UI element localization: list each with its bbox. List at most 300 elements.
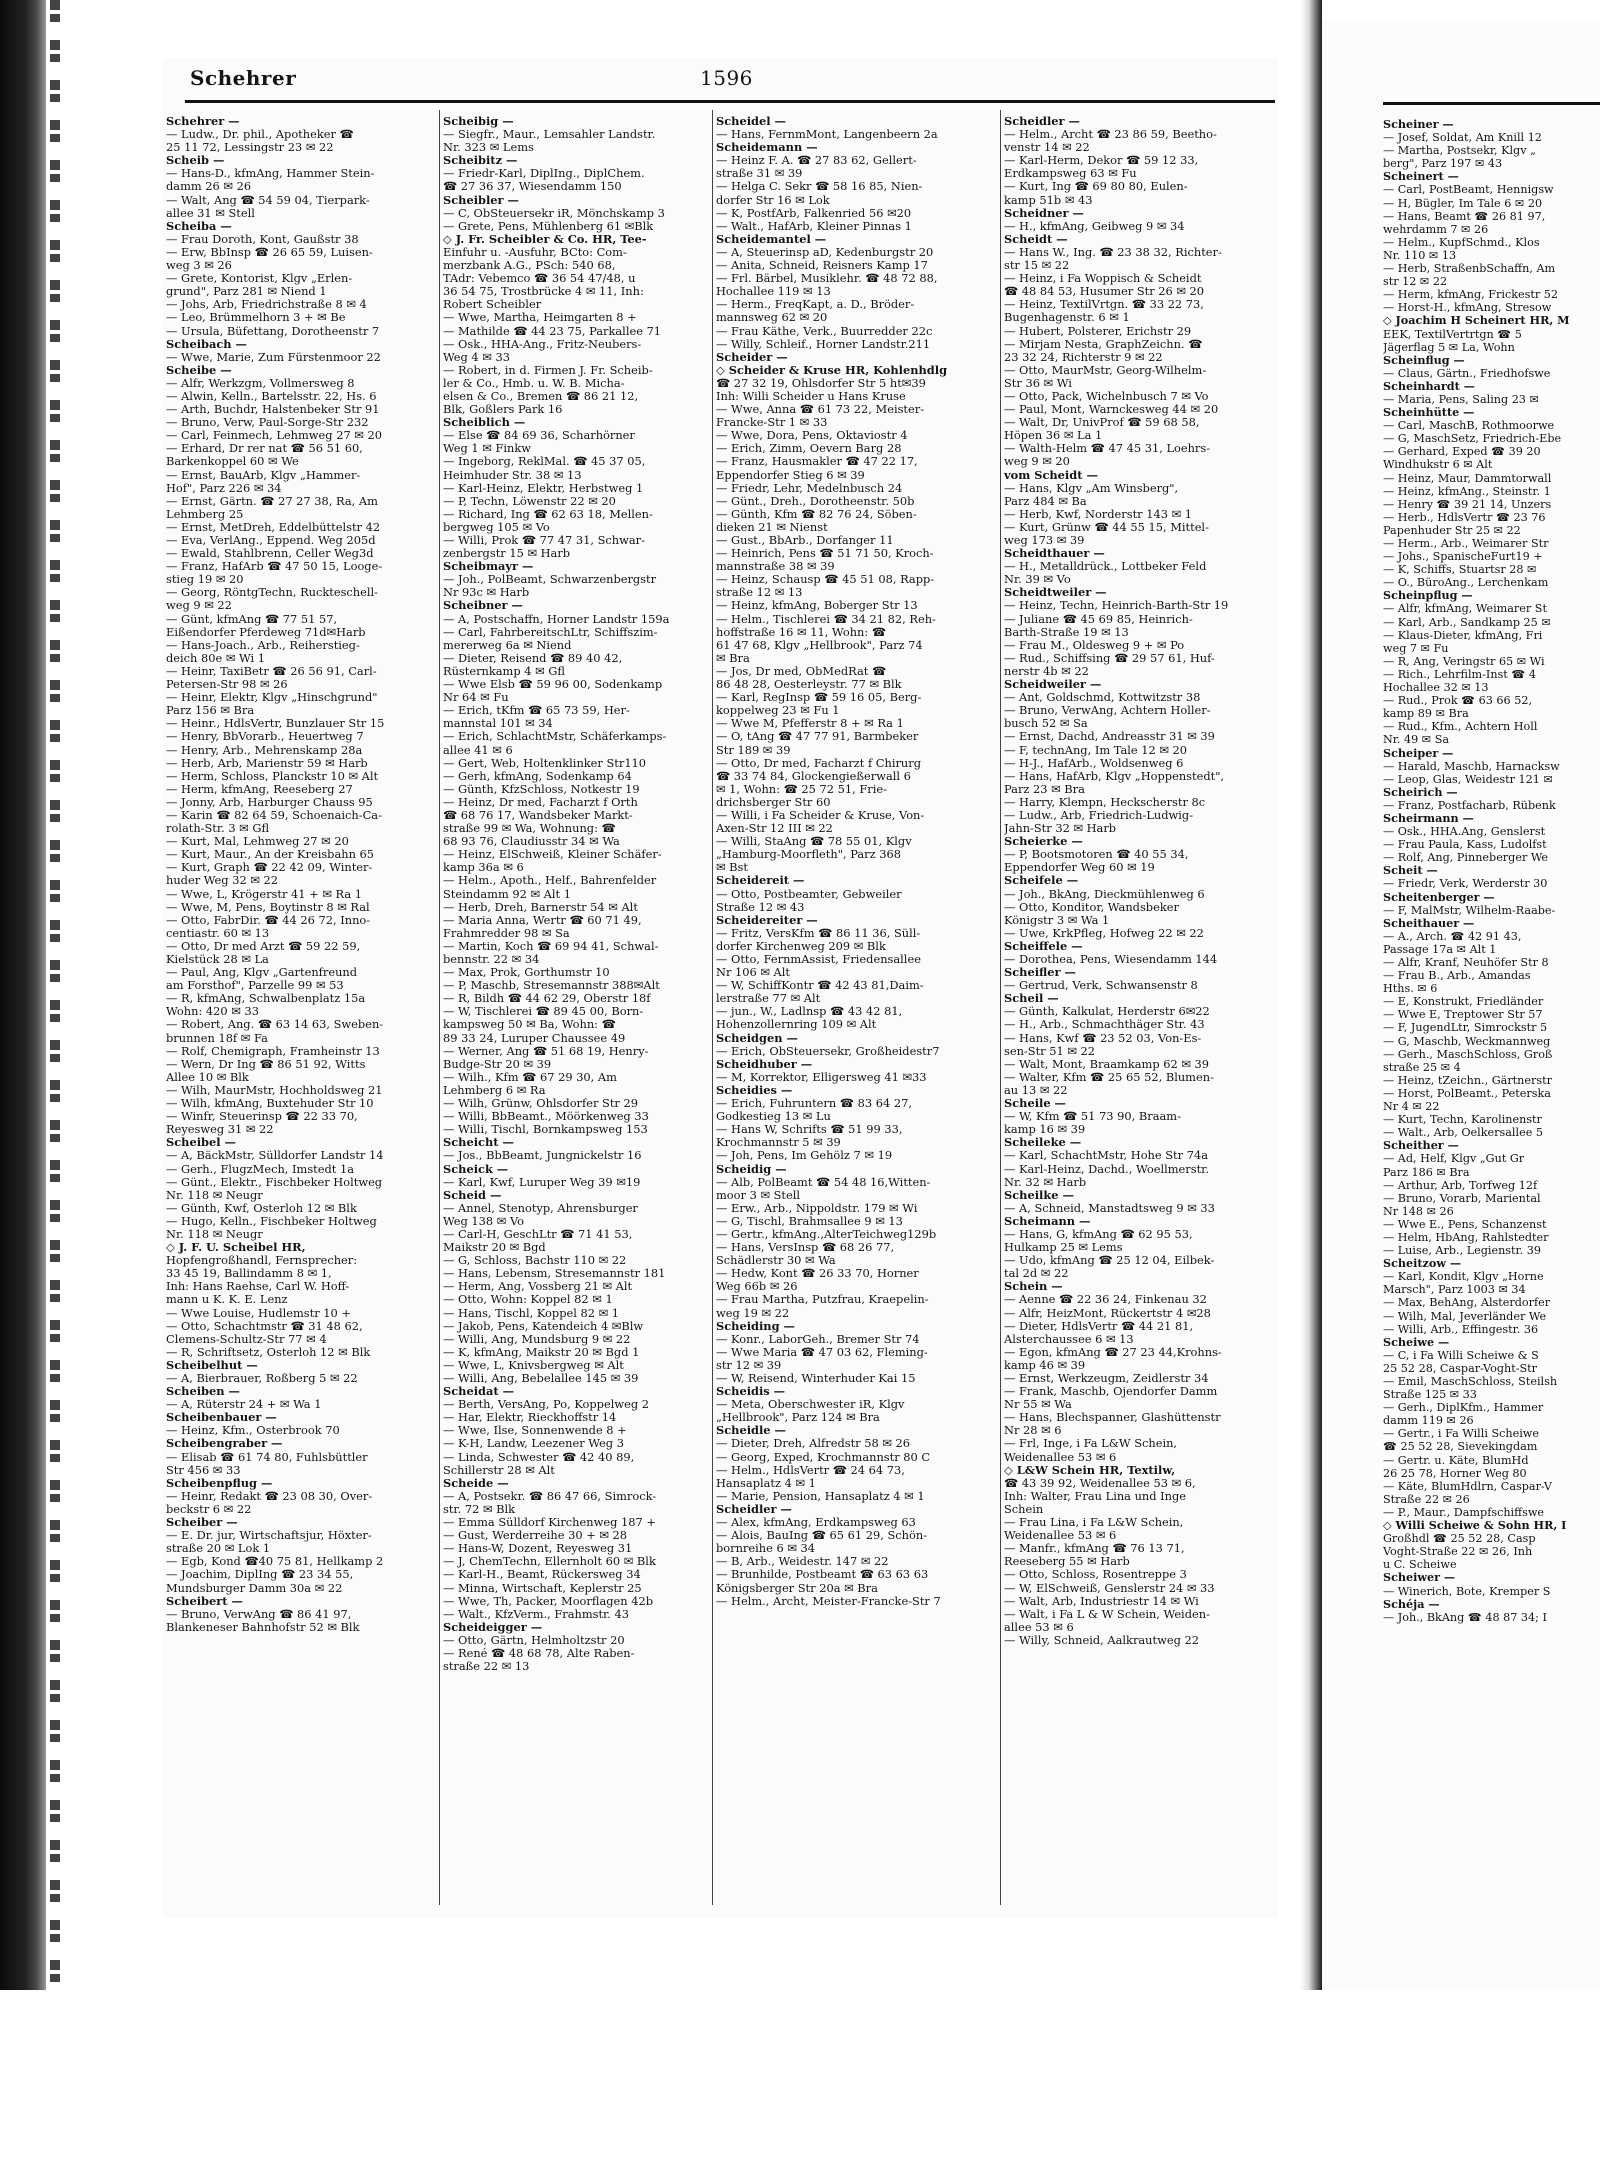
directory-entry-line: — M, Korrektor, Elligersweg 41 ✉33: [716, 1070, 927, 1084]
surname-heading: Scheib —: [166, 154, 225, 168]
directory-entry-line: — Otto, Schachtmstr ☎ 31 48 62,: [166, 1319, 363, 1333]
surname-heading: Scheithauer —: [1383, 916, 1475, 930]
directory-entry-line: — Gerh., FlugzMech, Imstedt 1a: [166, 1162, 355, 1176]
surname-heading: Scheiffele —: [1004, 939, 1083, 953]
directory-entry-line: — Otto, Postbeamter, Gebweiler: [716, 887, 902, 901]
directory-entry-line: — Hans, Lebensm, Stresemannstr 181: [443, 1267, 666, 1281]
directory-entry-line: centiastr. 60 ✉ 13: [166, 926, 270, 940]
surname-heading: Scheibenbauer —: [166, 1411, 277, 1425]
directory-entry-line: — Georg, RöntgTechn, Ruckteschell-: [166, 586, 379, 600]
directory-entry-line: 26 25 78, Horner Weg 80: [1383, 1466, 1527, 1480]
surname-heading: Scheidle —: [716, 1424, 786, 1438]
directory-entry-line: — Karl, RegInsp ☎ 59 16 05, Berg-: [716, 691, 922, 705]
directory-entry-line: — Maria Anna, Wertr ☎ 60 71 49,: [443, 913, 642, 927]
directory-entry-line: „Hamburg-Moorfleth", Parz 368: [716, 848, 901, 862]
surname-heading: Scheiwe —: [1383, 1335, 1450, 1349]
directory-entry-line: — Helga C. Sekr ☎ 58 16 85, Nien-: [716, 180, 923, 194]
directory-entry-line: — Heinr, Redakt ☎ 23 08 30, Over-: [166, 1489, 373, 1503]
directory-entry-line: — Fritz, VersKfm ☎ 86 11 36, Süll-: [716, 926, 921, 940]
surname-heading: Scheinflug —: [1383, 353, 1465, 367]
directory-entry-line: — Käte, BlumHdlrn, Caspar-V: [1383, 1479, 1552, 1493]
directory-entry-line: — Horst-H., kfmAng, Stresow: [1383, 301, 1552, 315]
directory-entry-line: — R, Ang, Veringstr 65 ✉ Wi: [1383, 654, 1545, 668]
directory-entry-line: kamp 51b ✉ 43: [1004, 193, 1093, 207]
directory-entry-line: — Wwe, Marie, Zum Fürstenmoor 22: [166, 350, 381, 364]
directory-entry-line: — Aenne ☎ 22 36 24, Finkenau 32: [1004, 1293, 1207, 1307]
directory-entry-line: — Joh, Pens, Im Gehölz 7 ✉ 19: [716, 1149, 893, 1163]
directory-entry-line: — Alb, PolBeamt ☎ 54 48 16,Witten-: [716, 1175, 931, 1189]
directory-entry-line: — Hans, FernmMont, Langenbeern 2a: [716, 128, 938, 142]
directory-entry-line: Erdkampsweg 63 ✉ Fu: [1004, 167, 1137, 181]
directory-entry-line: — Joachim, DiplIng ☎ 23 34 55,: [166, 1568, 354, 1582]
directory-entry-line: zenbergstr 15 ✉ Harb: [443, 547, 571, 561]
directory-entry-line: — K-H, Landw, Leezener Weg 3: [443, 1437, 624, 1451]
directory-entry-line: — Gerh., MaschSchloss, Groß: [1383, 1047, 1553, 1061]
directory-entry-line: — Wilh., Kfm ☎ 67 29 30, Am: [443, 1070, 617, 1084]
directory-entry-line: — F, technAng, Im Tale 12 ✉ 20: [1004, 743, 1188, 757]
directory-entry-line: weg 9 ✉ 20: [1004, 455, 1070, 469]
directory-entry-line: mannstal 101 ✉ 34: [443, 717, 553, 731]
directory-entry-line: Nr. 118 ✉ Neugr: [166, 1188, 263, 1202]
directory-entry-line: — Herm, Schloss, Planckstr 10 ✉ Alt: [166, 769, 379, 783]
directory-entry-line: — Wwe M, Pfefferstr 8 + ✉ Ra 1: [716, 717, 904, 731]
directory-entry-line: — Gertr., kfmAng.,AlterTeichweg129b: [716, 1227, 937, 1241]
directory-entry-line: — Wwe, Ilse, Sonnenwende 8 +: [443, 1424, 627, 1438]
directory-entry-line: — Johs., SpanischeFurt19 +: [1383, 550, 1543, 564]
directory-entry-line: ☎ 25 52 28, Sievekingdam: [1383, 1440, 1538, 1454]
directory-entry-line: — G, Tischl, Brahmsallee 9 ✉ 13: [716, 1214, 903, 1228]
directory-entry-line: bergweg 105 ✉ Vo: [443, 520, 550, 534]
directory-entry-line: — Herm, kfmAng, Reeseberg 27: [166, 782, 353, 796]
directory-entry-line: — Helm., Tischlerei ☎ 34 21 82, Reh-: [716, 612, 936, 626]
directory-entry-line: mererweg 6a ✉ Niend: [443, 638, 572, 652]
directory-entry-line: — Osk., HHA.Ang, Genslerst: [1383, 825, 1546, 839]
surname-heading: Scheibelhut —: [166, 1358, 258, 1372]
directory-entry-line: Nr. 118 ✉ Neugr: [166, 1227, 263, 1241]
directory-entry-line: mann u K. K. E. Lenz: [166, 1293, 288, 1307]
directory-entry-line: — Hans, Kwf ☎ 23 52 03, Von-Es-: [1004, 1031, 1202, 1045]
directory-entry-line: — H-J., HafArb., Woldsenweg 6: [1004, 756, 1184, 770]
surname-heading: Scheibengraber —: [166, 1437, 283, 1451]
directory-entry-line: ◇ Joachim H Scheinert HR, M: [1383, 314, 1570, 328]
directory-column-1: [166, 115, 446, 1905]
directory-entry-line: Francke-Str 1 ✉ 33: [716, 416, 828, 430]
directory-entry-line: — Hedw, Kont ☎ 26 33 70, Horner: [716, 1267, 919, 1281]
directory-entry-line: — Rud., Prok ☎ 63 66 52,: [1383, 694, 1533, 708]
directory-entry-line: — Carl, PostBeamt, Hennigsw: [1383, 183, 1554, 197]
directory-entry-line: — Carl-H, GeschLtr ☎ 71 41 53,: [443, 1227, 633, 1241]
surname-heading: Scheibig —: [443, 115, 514, 128]
directory-entry-line: berg", Parz 197 ✉ 43: [1383, 157, 1503, 171]
directory-entry-line: Hochallee 32 ✉ 13: [1383, 681, 1489, 695]
directory-entry-line: — Karl-Heinz, Dachd., Woellmerstr.: [1004, 1162, 1209, 1176]
directory-entry-line: — Osk., HHA-Ang., Fritz-Neubers-: [443, 337, 642, 351]
directory-entry-line: bennstr. 22 ✉ 34: [443, 953, 540, 966]
directory-entry-line: Schillerstr 28 ✉ Alt: [443, 1463, 555, 1477]
surname-heading: Scheibmayr —: [443, 560, 534, 574]
directory-entry-line: — Frl, Inge, i Fa L&W Schein,: [1004, 1437, 1178, 1451]
directory-entry-line: 61 47 68, Klgv „Hellbrook", Parz 74: [716, 638, 923, 652]
directory-entry-line: weg 9 ✉ 22: [166, 599, 232, 613]
directory-entry-line: — Elisab ☎ 61 74 80, Fuhlsbüttler: [166, 1450, 368, 1464]
directory-entry-line: Weidenallee 53 ✉ 6: [1004, 1450, 1117, 1464]
directory-entry-line: — Brunhilde, Postbeamt ☎ 63 63 63: [716, 1568, 929, 1582]
directory-entry-line: — G, MaschSetz, Friedrich-Ebe: [1383, 432, 1562, 446]
directory-entry-line: — Kurt, Techn, Karolinenstr: [1383, 1113, 1542, 1127]
directory-entry-line: — Karl, Arb., Sandkamp 25 ✉: [1383, 615, 1551, 629]
surname-heading: Scheifler —: [1004, 966, 1076, 980]
directory-entry-line: — Willi, StaAng ☎ 78 55 01, Klgv: [716, 835, 912, 849]
directory-entry-line: Str 36 ✉ Wi: [1004, 376, 1072, 390]
directory-entry-line: — Johs, Arb, Friedrichstraße 8 ✉ 4: [166, 298, 367, 312]
directory-entry-line: hoffstraße 16 ✉ 11, Wohn: ☎: [716, 625, 887, 639]
surname-heading: Schéja —: [1383, 1597, 1440, 1611]
directory-entry-line: — Egb, Kond ☎40 75 81, Hellkamp 2: [166, 1555, 384, 1569]
directory-entry-line: — F, MalMstr, Wilhelm-Raabe-: [1383, 903, 1556, 917]
directory-entry-line: — W, Tischlerei ☎ 89 45 00, Born-: [443, 1005, 644, 1019]
directory-entry-line: ◇ J. Fr. Scheibler & Co. HR, Tee-: [443, 232, 647, 246]
surname-heading: Scheidat —: [443, 1385, 514, 1399]
directory-entry-line: Windhukstr 6 ✉ Alt: [1383, 458, 1493, 472]
directory-entry-line: sen-Str 51 ✉ 22: [1004, 1044, 1095, 1058]
directory-entry-line: — A, Steuerinsp aD, Kedenburgstr 20: [716, 245, 934, 259]
directory-entry-line: Hansaplatz 4 ✉ 1: [716, 1476, 816, 1490]
surname-heading: Scheidweiler —: [1004, 678, 1102, 692]
surname-heading: Scheinpflug —: [1383, 589, 1473, 603]
directory-entry-line: — Heinz, kfmAng, Boberger Str 13: [716, 599, 918, 613]
directory-entry-line: — K, Schiffs, Stuartsr 28 ✉: [1383, 563, 1537, 577]
directory-entry-line: damm 119 ✉ 26: [1383, 1414, 1474, 1428]
directory-entry-line: — Kurt, Mal, Lehmweg 27 ✉ 20: [166, 835, 349, 849]
surname-heading: Scheileke —: [1004, 1136, 1082, 1150]
surname-heading: Scheidhuber —: [716, 1057, 813, 1071]
directory-entry-line: — Willi, Arb., Effingestr. 36: [1383, 1322, 1539, 1336]
directory-entry-line: kampsweg 50 ✉ Ba, Wohn: ☎: [443, 1018, 616, 1032]
directory-entry-line: grund", Parz 281 ✉ Niend 1: [166, 285, 327, 299]
directory-entry-line: — Jonny, Arb, Harburger Chauss 95: [166, 795, 373, 809]
directory-entry-line: — Rolf, Chemigraph, Framheinstr 13: [166, 1044, 380, 1058]
surname-heading: Scheider —: [716, 350, 788, 364]
directory-entry-line: TAdr: Vebemco ☎ 36 54 47/48, u: [443, 272, 636, 286]
directory-entry-line: — Wwe, Martha, Heimgarten 8 +: [443, 311, 637, 325]
directory-entry-line: bornreihe 6 ✉ 34: [716, 1542, 815, 1556]
directory-entry-line: drichsberger Str 60: [716, 795, 831, 809]
directory-entry-line: — Willi, Ang, Bebelallee 145 ✉ 39: [443, 1372, 639, 1385]
directory-entry-line: lerstraße 77 ✉ Alt: [716, 992, 821, 1006]
directory-entry-line: — Willy, Schleif., Horner Landstr.211: [716, 337, 931, 351]
directory-entry-line: Clemens-Schultz-Str 77 ✉ 4: [166, 1332, 327, 1346]
directory-entry-line: — Hans W, Schrifts ☎ 51 99 33,: [716, 1123, 903, 1137]
directory-entry-line: Blankeneser Bahnhofstr 52 ✉ Blk: [166, 1620, 360, 1634]
directory-entry-line: — Meta, Oberschwester iR, Klgv: [716, 1398, 905, 1412]
directory-entry-line: koppelweg 23 ✉ Fu 1: [716, 704, 840, 718]
directory-entry-line: — Helm., Archt, Meister-Francke-Str 7: [716, 1594, 941, 1608]
directory-entry-line: straße 20 ✉ Lok 1: [166, 1542, 271, 1556]
surname-heading: Scheibel —: [166, 1136, 236, 1150]
directory-entry-line: tal 2d ✉ 22: [1004, 1267, 1069, 1281]
directory-entry-line: — Karl, SchachtMstr, Hohe Str 74a: [1004, 1149, 1208, 1163]
directory-entry-line: — Willi, Ang, Mundsburg 9 ✉ 22: [443, 1332, 631, 1346]
directory-entry-line: — Gert, Web, Holtenklinker Str110: [443, 756, 647, 770]
directory-entry-line: stieg 19 ✉ 20: [166, 573, 244, 587]
directory-entry-line: — Joh., PolBeamt, Schwarzenbergstr: [443, 573, 657, 587]
directory-entry-line: — Bruno, VerwAng ☎ 86 41 97,: [166, 1607, 352, 1621]
directory-entry-line: — Helm, HbAng, Rahlstedter: [1383, 1230, 1549, 1244]
surname-heading: Scheid —: [443, 1188, 502, 1202]
directory-entry-line: 33 45 19, Ballindamm 8 ✉ 1,: [166, 1267, 332, 1281]
directory-entry-line: straße 22 ✉ 13: [443, 1660, 530, 1674]
directory-entry-line: — Heinz, Dr med, Facharzt f Orth: [443, 795, 638, 809]
directory-entry-line: — Heinz, TextilVrtgn. ☎ 33 22 73,: [1004, 298, 1204, 312]
directory-entry-line: — Bruno, Vorarb, Mariental: [1383, 1191, 1541, 1205]
directory-entry-line: — Heinr, TaxiBetr ☎ 26 56 91, Carl-: [166, 664, 377, 678]
directory-entry-line: — Hans, HafArb, Klgv „Hoppenstedt",: [1004, 769, 1225, 783]
directory-entry-line: — Carl, FahrbereitschLtr, Schiffszim-: [443, 625, 658, 639]
directory-entry-line: — Alfr, kfmAng, Weimarer St: [1383, 602, 1547, 616]
directory-entry-line: u C. Scheiwe: [1383, 1558, 1457, 1572]
surname-heading: Scheidemann —: [716, 141, 818, 155]
directory-entry-line: Parz 23 ✉ Bra: [1004, 782, 1085, 796]
directory-entry-line: 86 48 28, Oesterleystr. 77 ✉ Blk: [716, 678, 902, 692]
surname-heading: Scheibert —: [166, 1594, 243, 1608]
surname-heading: Scheibach —: [166, 337, 247, 351]
surname-heading: Schehrer —: [166, 115, 240, 128]
directory-entry-line: — C, i Fa Willi Scheiwe & S: [1383, 1348, 1539, 1362]
directory-entry-line: — Erich, tKfm ☎ 65 73 59, Her-: [443, 704, 630, 718]
directory-entry-line: — Karl-Herm, Dekor ☎ 59 12 33,: [1004, 154, 1199, 168]
directory-entry-line: — Wern, Dr Ing ☎ 86 51 92, Witts: [166, 1057, 366, 1071]
directory-entry-line: — Hans, Blechspanner, Glashüttenstr: [1004, 1411, 1221, 1425]
directory-entry-line: — Walt., KfzVerm., Frahmstr. 43: [443, 1607, 629, 1621]
directory-entry-line: — Heinz, Techn, Heinrich-Barth-Str 19: [1004, 599, 1229, 613]
directory-entry-line: — Bruno, Verw, Paul-Sorge-Str 232: [166, 416, 369, 430]
directory-entry-line: merzbank A.G., PSch: 540 68,: [443, 259, 616, 273]
directory-entry-line: allee 41 ✉ 6: [443, 743, 513, 757]
surname-heading: Scheit —: [1383, 864, 1438, 878]
directory-entry-line: — Herm, kfmAng, Frickestr 52: [1383, 288, 1559, 302]
directory-entry-line: allee 31 ✉ Stell: [166, 206, 255, 220]
directory-entry-line: Hochallee 119 ✉ 13: [716, 285, 831, 299]
directory-entry-line: — A, Schneid, Manstadtsweg 9 ✉ 33: [1004, 1201, 1215, 1215]
directory-entry-line: brunnen 18f ✉ Fa: [166, 1031, 268, 1045]
directory-entry-line: — Heinz, Kfm., Osterbrook 70: [166, 1424, 340, 1438]
directory-entry-line: — Gertr. u. Käte, BlumHd: [1383, 1453, 1529, 1467]
directory-entry-line: kamp 46 ✉ 39: [1004, 1358, 1086, 1372]
directory-entry-line: — Herb, StraßenbSchaffn, Am: [1383, 262, 1556, 276]
directory-entry-line: Weg 138 ✉ Vo: [443, 1214, 524, 1228]
directory-entry-line: — Walt, Ang ☎ 54 59 04, Tierpark-: [166, 193, 370, 207]
directory-entry-line: — Luise, Arb., Legienstr. 39: [1383, 1244, 1542, 1258]
directory-entry-line: Inh: Walter, Frau Lina und Inge: [1004, 1489, 1187, 1503]
directory-entry-line: — Leo, Brümmelhorn 3 + ✉ Be: [166, 311, 346, 325]
surname-heading: Scheitenberger —: [1383, 890, 1495, 904]
directory-entry-line: — Leop, Glas, Weidestr 121 ✉: [1383, 772, 1553, 786]
surname-heading: Scheiblich —: [443, 416, 526, 430]
directory-entry-line: — Marie, Pension, Hansaplatz 4 ✉ 1: [716, 1489, 925, 1503]
surname-heading: Scheirmann —: [1383, 811, 1474, 825]
directory-entry-line: — Kurt, Graph ☎ 22 42 09, Winter-: [166, 861, 373, 875]
directory-entry-line: Königsberger Str 20a ✉ Bra: [716, 1581, 878, 1595]
directory-entry-line: 36 54 75, Trostbrücke 4 ✉ 11, Inh:: [443, 285, 644, 299]
directory-entry-line: — Ad, Helf, Klgv „Gut Gr: [1383, 1152, 1525, 1166]
directory-entry-line: ✉ 1, Wohn: ☎ 25 72 51, Frie-: [716, 782, 887, 796]
directory-entry-line: — Wwe, L, Krögerstr 41 + ✉ Ra 1: [166, 887, 362, 901]
directory-entry-line: Parz 156 ✉ Bra: [166, 704, 255, 718]
directory-entry-line: moor 3 ✉ Stell: [716, 1188, 801, 1202]
directory-entry-line: — Günth, Kwf, Osterloh 12 ✉ Blk: [166, 1201, 357, 1215]
directory-entry-line: — Heinr., HdlsVertr, Bunzlauer Str 15: [166, 717, 385, 731]
directory-entry-line: — Gust, Werderreihe 30 + ✉ 28: [443, 1529, 628, 1543]
surname-heading: Scheiber —: [166, 1516, 238, 1530]
directory-entry-line: Einfuhr u. -Ausfuhr, BCto: Com-: [443, 245, 627, 259]
surname-heading: Scheiding —: [716, 1319, 795, 1333]
directory-entry-line: — Helm., Archt ☎ 23 86 59, Beetho-: [1004, 128, 1217, 142]
directory-entry-line: — Hans, VersInsp ☎ 68 26 77,: [716, 1241, 895, 1255]
surname-heading: Scheide —: [443, 1476, 509, 1490]
facing-page-column: [1383, 118, 1600, 1918]
directory-entry-line: — A, BäckMstr, Sülldorfer Landstr 14: [166, 1149, 384, 1163]
directory-entry-line: — P, Techn, Löwenstr 22 ✉ 20: [443, 494, 616, 508]
directory-entry-line: — Robert, Ang. ☎ 63 14 63, Sweben-: [166, 1018, 384, 1032]
directory-entry-line: str. 72 ✉ Blk: [443, 1502, 516, 1516]
directory-entry-line: — Gerh., DiplKfm., Hammer: [1383, 1401, 1544, 1415]
directory-entry-line: — Wwe, Dora, Pens, Oktaviostr 4: [716, 429, 908, 443]
directory-entry-line: — Wwe Maria ☎ 47 03 62, Fleming-: [716, 1345, 928, 1359]
directory-entry-line: — Arthur, Arb, Torfweg 12f: [1383, 1178, 1538, 1192]
directory-entry-line: — C, ObSteuersekr iR, Mönchskamp 3: [443, 206, 665, 220]
surname-heading: Scheiner —: [1383, 118, 1454, 131]
directory-entry-line: Mundsburger Damm 30a ✉ 22: [166, 1581, 343, 1595]
directory-entry-line: — Wwe, Anna ☎ 61 73 22, Meister-: [716, 403, 925, 417]
directory-entry-line: weg 3 ✉ 26: [166, 259, 232, 273]
directory-entry-line: 25 52 28, Caspar-Voght-Str: [1383, 1361, 1537, 1375]
directory-entry-line: — Juliane ☎ 45 69 85, Heinrich-: [1004, 612, 1193, 626]
directory-entry-line: Wohn: 420 ✉ 33: [166, 1005, 259, 1019]
directory-entry-line: — Heinz, Maur, Dammtorwall: [1383, 471, 1552, 485]
surname-heading: Scheitzow —: [1383, 1257, 1462, 1271]
directory-entry-line: Budge-Str 20 ✉ 39: [443, 1057, 552, 1071]
directory-entry-line: Straße 22 ✉ 26: [1383, 1492, 1470, 1506]
directory-entry-line: Nr. 32 ✉ Harb: [1004, 1175, 1087, 1189]
directory-entry-line: — Udo, kfmAng ☎ 25 12 04, Eilbek-: [1004, 1254, 1215, 1268]
directory-entry-line: huder Weg 32 ✉ 22: [166, 874, 278, 888]
directory-entry-line: weg 173 ✉ 39: [1004, 534, 1085, 547]
directory-entry-line: nerstr 4b ✉ 22: [1004, 664, 1089, 678]
directory-entry-line: — Frau B., Arb., Amandas: [1383, 969, 1531, 983]
directory-entry-line: — O., BüroAng., Lerchenkam: [1383, 576, 1549, 590]
surname-heading: Scheirich —: [1383, 785, 1458, 799]
directory-entry-line: Inh: Hans Raehse, Carl W. Hoff-: [166, 1280, 350, 1294]
directory-entry-line: Jahn-Str 32 ✉ Harb: [1004, 822, 1117, 836]
directory-entry-line: — Eva, VerlAng., Eppend. Weg 205d: [166, 534, 376, 547]
directory-entry-line: straße 25 ✉ 4: [1383, 1060, 1461, 1074]
directory-entry-line: — Hugo, Kelln., Fischbeker Holtweg: [166, 1214, 377, 1228]
directory-entry-line: — René ☎ 48 68 78, Alte Raben-: [443, 1646, 635, 1660]
directory-entry-line: — Heinrich, Pens ☎ 51 71 50, Kroch-: [716, 547, 934, 561]
directory-entry-line: — Walt, Dr, UnivProf ☎ 59 68 58,: [1004, 416, 1200, 430]
directory-entry-line: — R, Bildh ☎ 44 62 29, Oberstr 18f: [443, 992, 651, 1006]
directory-entry-line: — G, Schloss, Bachstr 110 ✉ 22: [443, 1254, 627, 1268]
directory-entry-line: — E, Konstrukt, Friedländer: [1383, 995, 1544, 1009]
directory-entry-line: — Rich., Lehrfilm-Inst ☎ 4: [1383, 667, 1536, 681]
directory-entry-line: — Frl. Bärbel, Musiklehr. ☎ 48 72 88,: [716, 272, 938, 286]
directory-entry-line: — Frank, Maschb, Ojendorfer Damm: [1004, 1385, 1218, 1399]
directory-entry-line: — Ant, Goldschmd, Kottwitzstr 38: [1004, 691, 1201, 705]
surname-heading: Scheiwer —: [1383, 1571, 1456, 1585]
directory-entry-line: elsen & Co., Bremen ☎ 86 21 12,: [443, 389, 639, 403]
directory-entry-line: Nr. 39 ✉ Vo: [1004, 573, 1071, 587]
directory-entry-line: 68 93 76, Claudiusstr 34 ✉ Wa: [443, 835, 620, 849]
directory-entry-line: Parz 484 ✉ Ba: [1004, 494, 1087, 508]
directory-entry-line: — Gertr., i Fa Willi Scheiwe: [1383, 1427, 1539, 1441]
directory-entry-line: — Ernst, MetDreh, Eddelbüttelstr 42: [166, 520, 381, 534]
surname-heading: Scheibenpflug —: [166, 1476, 273, 1490]
directory-entry-line: — Max, BehAng, Alsterdorfer: [1383, 1296, 1551, 1310]
surname-heading: Scheidereiter —: [716, 913, 818, 927]
directory-entry-line: ☎ 68 76 17, Wandsbeker Markt-: [443, 808, 633, 822]
directory-entry-line: Reeseberg 55 ✉ Harb: [1004, 1555, 1130, 1569]
directory-entry-line: — Otto, Dr med Arzt ☎ 59 22 59,: [166, 939, 361, 953]
directory-entry-line: — Otto, Schloss, Rosentreppe 3: [1004, 1568, 1187, 1582]
directory-entry-line: — H., Metalldrück., Lottbeker Feld: [1004, 560, 1207, 574]
directory-entry-line: Frahmredder 98 ✉ Sa: [443, 926, 570, 940]
directory-entry-line: — Herb., HdlsVertr ☎ 23 76: [1383, 510, 1546, 524]
directory-entry-line: ✉ Bra: [716, 651, 750, 665]
directory-entry-line: — Henry ☎ 39 21 14, Unzers: [1383, 497, 1552, 511]
surname-heading: Scheifele —: [1004, 874, 1079, 888]
directory-entry-line: str 15 ✉ 22: [1004, 259, 1070, 273]
surname-heading: Scheil —: [1004, 992, 1059, 1006]
column-divider: [1000, 110, 1001, 1905]
surname-heading: Scheiba —: [166, 219, 232, 233]
directory-entry-line: — Hans-Joach., Arb., Reiherstieg-: [166, 638, 360, 652]
directory-entry-line: allee 53 ✉ 6: [1004, 1620, 1074, 1634]
directory-entry-line: — Alex, kfmAng, Erdkampsweg 63: [716, 1516, 916, 1530]
directory-entry-line: Schein: [1004, 1502, 1044, 1516]
directory-entry-line: — Ursula, Büfettang, Dorotheenstr 7: [166, 324, 380, 338]
directory-entry-line: — Claus, Gärtn., Friedhofswe: [1383, 366, 1551, 380]
directory-entry-line: Straße 12 ✉ 43: [716, 900, 805, 914]
directory-entry-line: wehrdamm 7 ✉ 26: [1383, 222, 1489, 236]
directory-entry-line: Krochmannstr 5 ✉ 39: [716, 1136, 841, 1150]
surname-heading: Scheither —: [1383, 1139, 1459, 1153]
directory-entry-line: Alsterchaussee 6 ✉ 13: [1004, 1332, 1134, 1346]
directory-entry-line: — Franz, Postfacharb, Rübenk: [1383, 798, 1556, 812]
directory-entry-line: Königstr 3 ✉ Wa 1: [1004, 913, 1110, 927]
directory-entry-line: Barth-Straße 19 ✉ 13: [1004, 625, 1129, 639]
directory-entry-line: — Siegfr., Maur., Lemsahler Landstr.: [443, 128, 656, 142]
scan-margin: [0, 1990, 1600, 2177]
directory-entry-line: — Wilh, MaurMstr, Hochholdsweg 21: [166, 1083, 383, 1097]
directory-entry-line: Blk, Goßlers Park 16: [443, 403, 563, 417]
directory-entry-line: — Willi, i Fa Scheider & Kruse, Von-: [716, 808, 925, 822]
directory-entry-line: Str 456 ✉ 33: [166, 1463, 241, 1477]
directory-entry-line: Reyesweg 31 ✉ 22: [166, 1123, 274, 1137]
directory-column-2: [443, 115, 723, 1905]
directory-entry-line: — Alfr, HeizMont, Rückertstr 4 ✉28: [1004, 1306, 1211, 1320]
directory-entry-line: — Otto, FabrDir. ☎ 44 26 72, Inno-: [166, 913, 371, 927]
directory-entry-line: straße 99 ✉ Wa, Wohnung: ☎: [443, 822, 616, 836]
directory-entry-line: „Hellbrook", Parz 124 ✉ Bra: [716, 1411, 880, 1425]
directory-entry-line: straße 31 ✉ 39: [716, 167, 803, 181]
directory-entry-line: — Joh., BkAng ☎ 48 87 34; I: [1383, 1610, 1547, 1624]
directory-entry-line: — Hans, Beamt ☎ 26 81 97,: [1383, 209, 1546, 223]
directory-entry-line: mannstraße 38 ✉ 39: [716, 560, 835, 574]
directory-entry-line: — Walter, Kfm ☎ 25 65 52, Blumen-: [1004, 1070, 1214, 1084]
directory-entry-line: au 13 ✉ 22: [1004, 1083, 1068, 1097]
directory-entry-line: Inh: Willi Scheider u Hans Kruse: [716, 389, 906, 403]
directory-entry-line: — Walt., Arb, Oelkersallee 5: [1383, 1126, 1543, 1140]
